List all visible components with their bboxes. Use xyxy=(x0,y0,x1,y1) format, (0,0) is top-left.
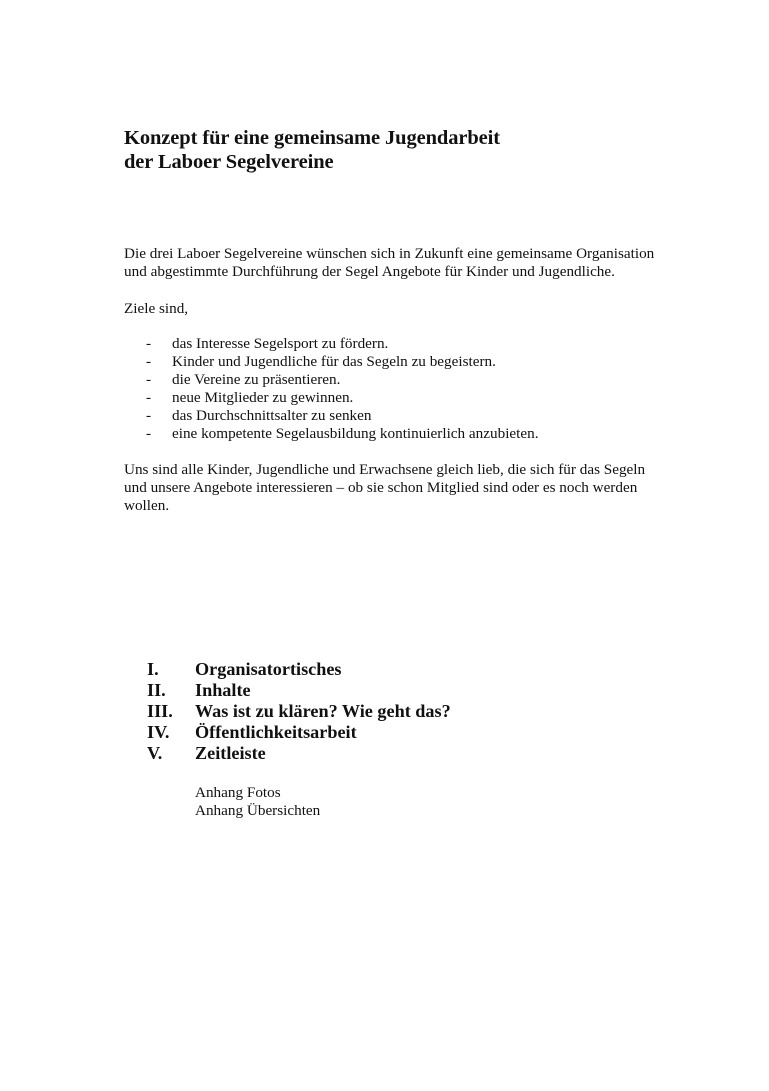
closing-line: und unsere Angebote interessieren – ob sie schon Mitglied sind oder es noch werden xyxy=(124,479,638,496)
toc-label: Organisatortisches xyxy=(195,659,342,679)
goal-item xyxy=(146,335,539,353)
goal-bullet: - xyxy=(146,389,152,406)
title-line: der Laboer Segelvereine xyxy=(124,151,334,173)
toc-label: Was ist zu klären? Wie geht das? xyxy=(195,701,451,721)
appendix-item: Anhang Übersichten xyxy=(195,802,321,819)
toc-label: Inhalte xyxy=(195,680,251,700)
goal-bullet: - xyxy=(146,371,152,388)
closing-line: wollen. xyxy=(124,497,170,514)
appendix-list xyxy=(195,784,320,820)
goal-bullet: - xyxy=(146,425,152,442)
document-title xyxy=(124,126,500,174)
goals-label: Ziele sind, xyxy=(124,300,189,317)
title-line: Konzept für eine gemeinsame Jugendarbeit xyxy=(124,127,500,149)
toc-item xyxy=(147,722,451,743)
goal-bullet: - xyxy=(146,335,152,352)
toc-numeral: I. xyxy=(147,659,159,679)
goal-text: Kinder und Jugendliche für das Segeln zu begeistern. xyxy=(172,353,496,370)
goal-item xyxy=(146,389,539,407)
appendix-item: Anhang Fotos xyxy=(195,784,281,801)
table-of-contents xyxy=(147,659,451,764)
intro-paragraph xyxy=(124,245,704,281)
toc-item xyxy=(147,743,451,764)
intro-line: Die drei Laboer Segelvereine wünschen sich in Zukunft eine gemeinsame Organisation xyxy=(124,245,655,262)
intro-line: und abgestimmte Durchführung der Segel Angebote für Kinder und Jugendliche. xyxy=(124,263,615,280)
closing-paragraph xyxy=(124,461,704,515)
closing-line: Uns sind alle Kinder, Jugendliche und Erwachsene gleich lieb, die sich für das Segeln xyxy=(124,461,646,478)
goal-text: neue Mitglieder zu gewinnen. xyxy=(172,389,354,406)
toc-label: Öffentlichkeitsarbeit xyxy=(195,722,357,742)
goal-bullet: - xyxy=(146,407,152,424)
goal-text: das Interesse Segelsport zu fördern. xyxy=(172,335,389,352)
goals-list xyxy=(146,335,539,443)
goal-bullet: - xyxy=(146,353,152,370)
toc-label: Zeitleiste xyxy=(195,743,266,763)
goal-item xyxy=(146,407,539,425)
goal-item xyxy=(146,425,539,443)
goal-text: die Vereine zu präsentieren. xyxy=(172,371,341,388)
goal-text: eine kompetente Segelausbildung kontinuierlich anzubieten. xyxy=(172,425,539,442)
toc-item xyxy=(147,659,451,680)
toc-item xyxy=(147,680,451,701)
toc-numeral: II. xyxy=(147,680,166,700)
goal-item xyxy=(146,371,539,389)
goal-item xyxy=(146,353,539,371)
toc-numeral: IV. xyxy=(147,722,170,742)
goal-text: das Durchschnittsalter zu senken xyxy=(172,407,372,424)
toc-numeral: V. xyxy=(147,743,163,763)
toc-item xyxy=(147,701,451,722)
toc-numeral: III. xyxy=(147,701,173,721)
